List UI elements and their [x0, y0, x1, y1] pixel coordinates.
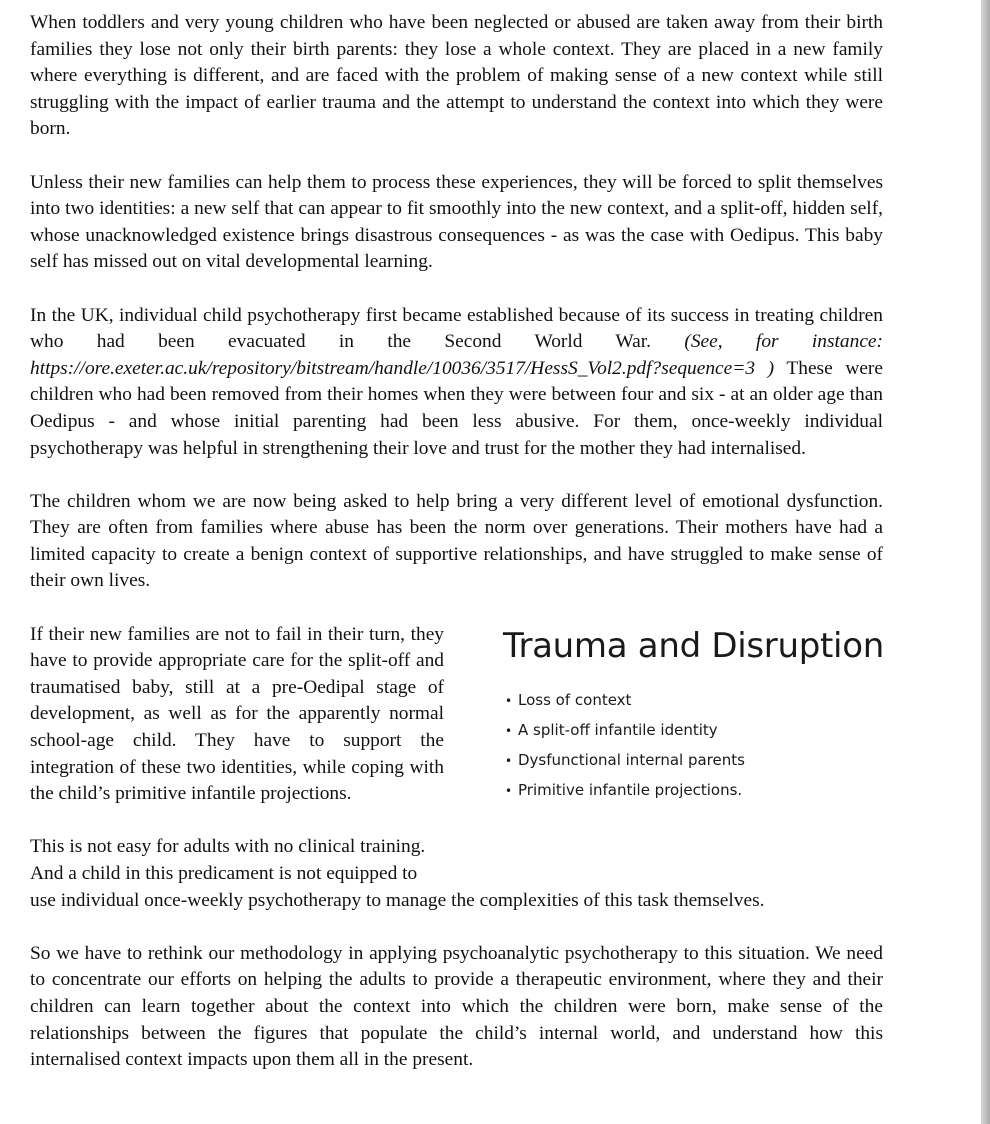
slide-bullet-text: A split-off infantile identity: [518, 720, 718, 739]
bullet-icon: •: [505, 783, 513, 798]
slide-trauma-and-disruption: [503, 622, 883, 806]
slide-title: Trauma and Disruption: [503, 625, 884, 666]
paragraph-line: This is not easy for adults with no clinical training.: [30, 836, 426, 858]
document-body: [30, 10, 883, 1074]
paragraph-text: If their new families are not to fail in their turn, they have to provide appropriate care for the split-off and traumatised baby, still at a pre-Oedipal stage of development, as well as for the apparently normal school-age child. They have to support the integration of these two identities, while coping with the child’s primitive infantile projections.: [30, 623, 444, 805]
paragraph-no-clinical-training: [30, 834, 883, 914]
bullet-icon: •: [505, 723, 513, 738]
slide-bullet-item: [505, 776, 883, 806]
page-edge-shadow: [981, 0, 990, 1124]
paragraph-line: use individual once-weekly psychotherapy to manage the complexities of this task themselves.: [30, 889, 765, 911]
citation-reference: (See, for instance: https://ore.exeter.ac.uk/repository/bitstream/handle/10036/3517/HessS_Vol2.pdf?sequence=3 ): [30, 331, 883, 379]
paragraph-split-identities: [30, 170, 883, 276]
text-and-slide-row: [30, 622, 883, 808]
bullet-icon: •: [505, 693, 513, 708]
paragraph-rethink-methodology: [30, 941, 883, 1074]
paragraph-text: The children whom we are now being asked to help bring a very different level of emotional dysfunction. They are often from families where abuse has been the norm over generations. Their mothers have had a limited capacity to create a benign context of supportive relationships, and have struggled to make sense of their own lives.: [30, 490, 883, 592]
paragraph-text: When toddlers and very young children who have been neglected or abused are taken away from their birth families they lose not only their birth parents: they lose a whole context. They are placed in a new family where everything is different, and are faced with the problem of making sense of a new context while still struggling with the impact of earlier trauma and the attempt to understand the context into which they were born.: [30, 12, 883, 140]
paragraph-uk-child-psychotherapy: [30, 303, 883, 463]
slide-bullet-item: [505, 746, 883, 776]
paragraph-text: Unless their new families can help them to process these experiences, they will be forced to split themselves into two identities: a new self that can appear to fit smoothly into the new context, and a split-off, hidden self, whose unacknowledged existence brings disastrous consequences - as was the case with Oedipus. This baby self has missed out on vital developmental learning.: [30, 171, 883, 273]
paragraph-text: In the UK, individual child psychotherapy first became established because of its success in treating children who had been evacuated in the Second World War.: [30, 304, 883, 353]
slide-bullet-text: Dysfunctional internal parents: [518, 750, 745, 769]
paragraph-new-families: [30, 622, 444, 808]
paragraph-line: And a child in this predicament is not equipped to: [30, 863, 418, 884]
paragraph-text: These were children who had been removed from their homes when they were between four and six - at an older age than Oedipus - and whose initial parenting had been less abusive. For them, once-weekly individual psychotherapy was helpful in strengthening their love and trust for the mother they had internalised.: [30, 357, 883, 459]
slide-bullet-item: [505, 686, 883, 716]
paragraph-emotional-dysfunction: [30, 489, 883, 595]
slide-bullet-list: [503, 686, 883, 806]
bullet-icon: •: [505, 753, 513, 768]
slide-bullet-item: [505, 716, 883, 746]
paragraph-loss-of-context: [30, 10, 883, 143]
slide-bullet-text: Primitive infantile projections.: [518, 780, 743, 799]
slide-bullet-text: Loss of context: [518, 690, 632, 709]
paragraph-text: So we have to rethink our methodology in applying psychoanalytic psychotherapy to this situation. We need to concentrate our efforts on helping the adults to provide a therapeutic environment, where they and their children can learn together about the context into which the children were born, make sense of the relationships between the figures that populate the child’s internal world, and understand how this internalised context impacts upon them all in the present.: [30, 942, 883, 1071]
